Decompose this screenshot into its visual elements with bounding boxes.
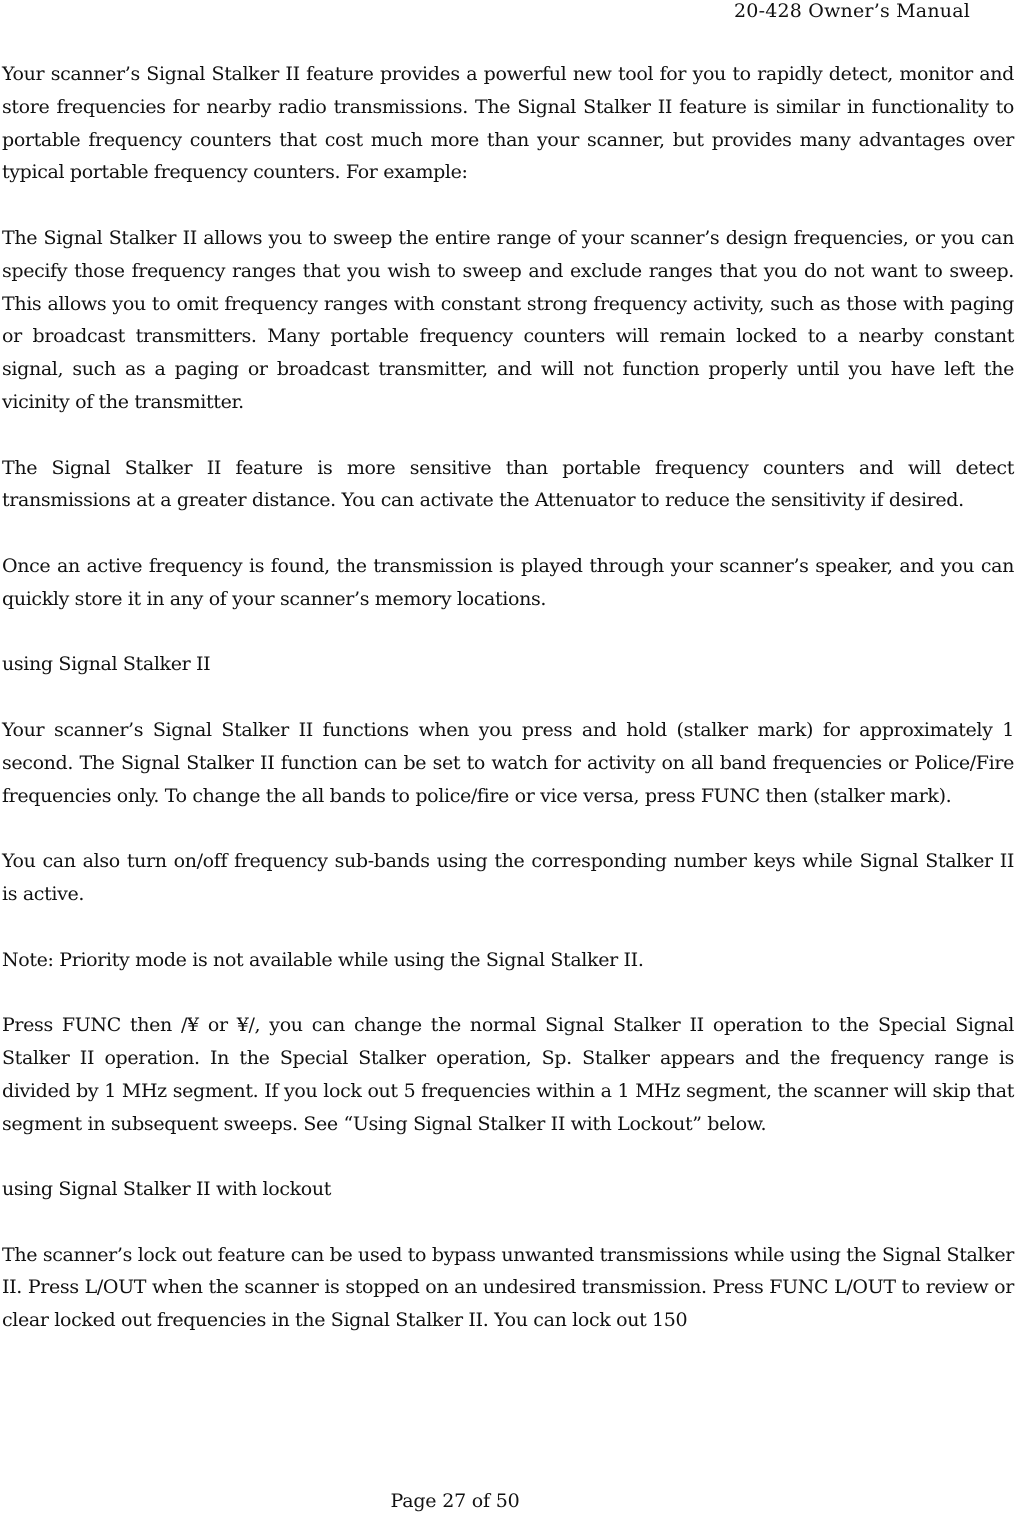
- sweep-range-paragraph: The Signal Stalker II allows you to sweep the entire range of your scanner’s design frequencies, or you can specify those frequency ranges that you wish to sweep and exclude ranges that you do not want to sweep. This allows you to omit frequency ranges with constant strong frequency activity, such as those with paging or broadcast transmitters. Many portable frequency counters will remain locked to a nearby constant signal, such as a paging or broadcast transmitter, and will not function properly until you have left the vicinity of the transmitter.: [2, 226, 1014, 413]
- intro-paragraph: Your scanner’s Signal Stalker II feature provides a powerful new tool for you to rapidly detect, monitor and store frequencies for nearby radio transmissions. The Signal Stalker II feature is similar in functionality to portable frequency counters that cost much more than your scanner, but provides many advantages over typical portable frequency counters. For example:: [2, 63, 1014, 184]
- priority-note-paragraph: Note: Priority mode is not available while using the Signal Stalker II.: [2, 948, 644, 971]
- active-frequency-paragraph: Once an active frequency is found, the transmission is played through your scanner’s speaker, and you can quickly store it in any of your scanner’s memory locations.: [2, 554, 1014, 610]
- sensitivity-paragraph: The Signal Stalker II feature is more sensitive than portable frequency counters and will detect transmissions at a greater distance. You can activate the Attenuator to reduce the sensitivity if desired.: [2, 456, 1014, 512]
- manual-title-header: 20-428 Owner’s Manual: [734, 0, 970, 22]
- page-body: [2, 58, 1014, 1370]
- sub-bands-paragraph: You can also turn on/off frequency sub-bands using the corresponding number keys while Signal Stalker II is active.: [2, 850, 1014, 905]
- section-heading-lockout: using Signal Stalker II with lockout: [2, 1178, 332, 1201]
- page-number-footer: Page 27 of 50: [390, 1490, 520, 1512]
- lockout-paragraph: The scanner’s lock out feature can be used to bypass unwanted transmissions while using the Signal Stalker II. Press L/OUT when the scanner is stopped on an undesired transmission. Press FUNC L/OUT to review or clear locked out frequencies in the Signal Stalker II. You can lock out 150: [2, 1243, 1014, 1332]
- stalker-function-paragraph: Your scanner’s Signal Stalker II functions when you press and hold (stalker mark) for approximately 1 second. The Signal Stalker II function can be set to watch for activity on all band frequencies or Police/Fire frequencies only. To change the all bands to police/fire or vice versa, press FUNC then (stalker mark).: [2, 718, 1014, 807]
- special-stalker-paragraph: Press FUNC then /¥ or ¥/, you can change the normal Signal Stalker II operation to the Special Signal Stalker II operation. In the Special Stalker operation, Sp. Stalker appears and the frequency range is divided by 1 MHz segment. If you lock out 5 frequencies within a 1 MHz segment, the scanner will skip that segment in subsequent sweeps. See “Using Signal Stalker II with Lockout” below.: [2, 1014, 1014, 1135]
- section-heading-using-signal-stalker: using Signal Stalker II: [2, 653, 211, 676]
